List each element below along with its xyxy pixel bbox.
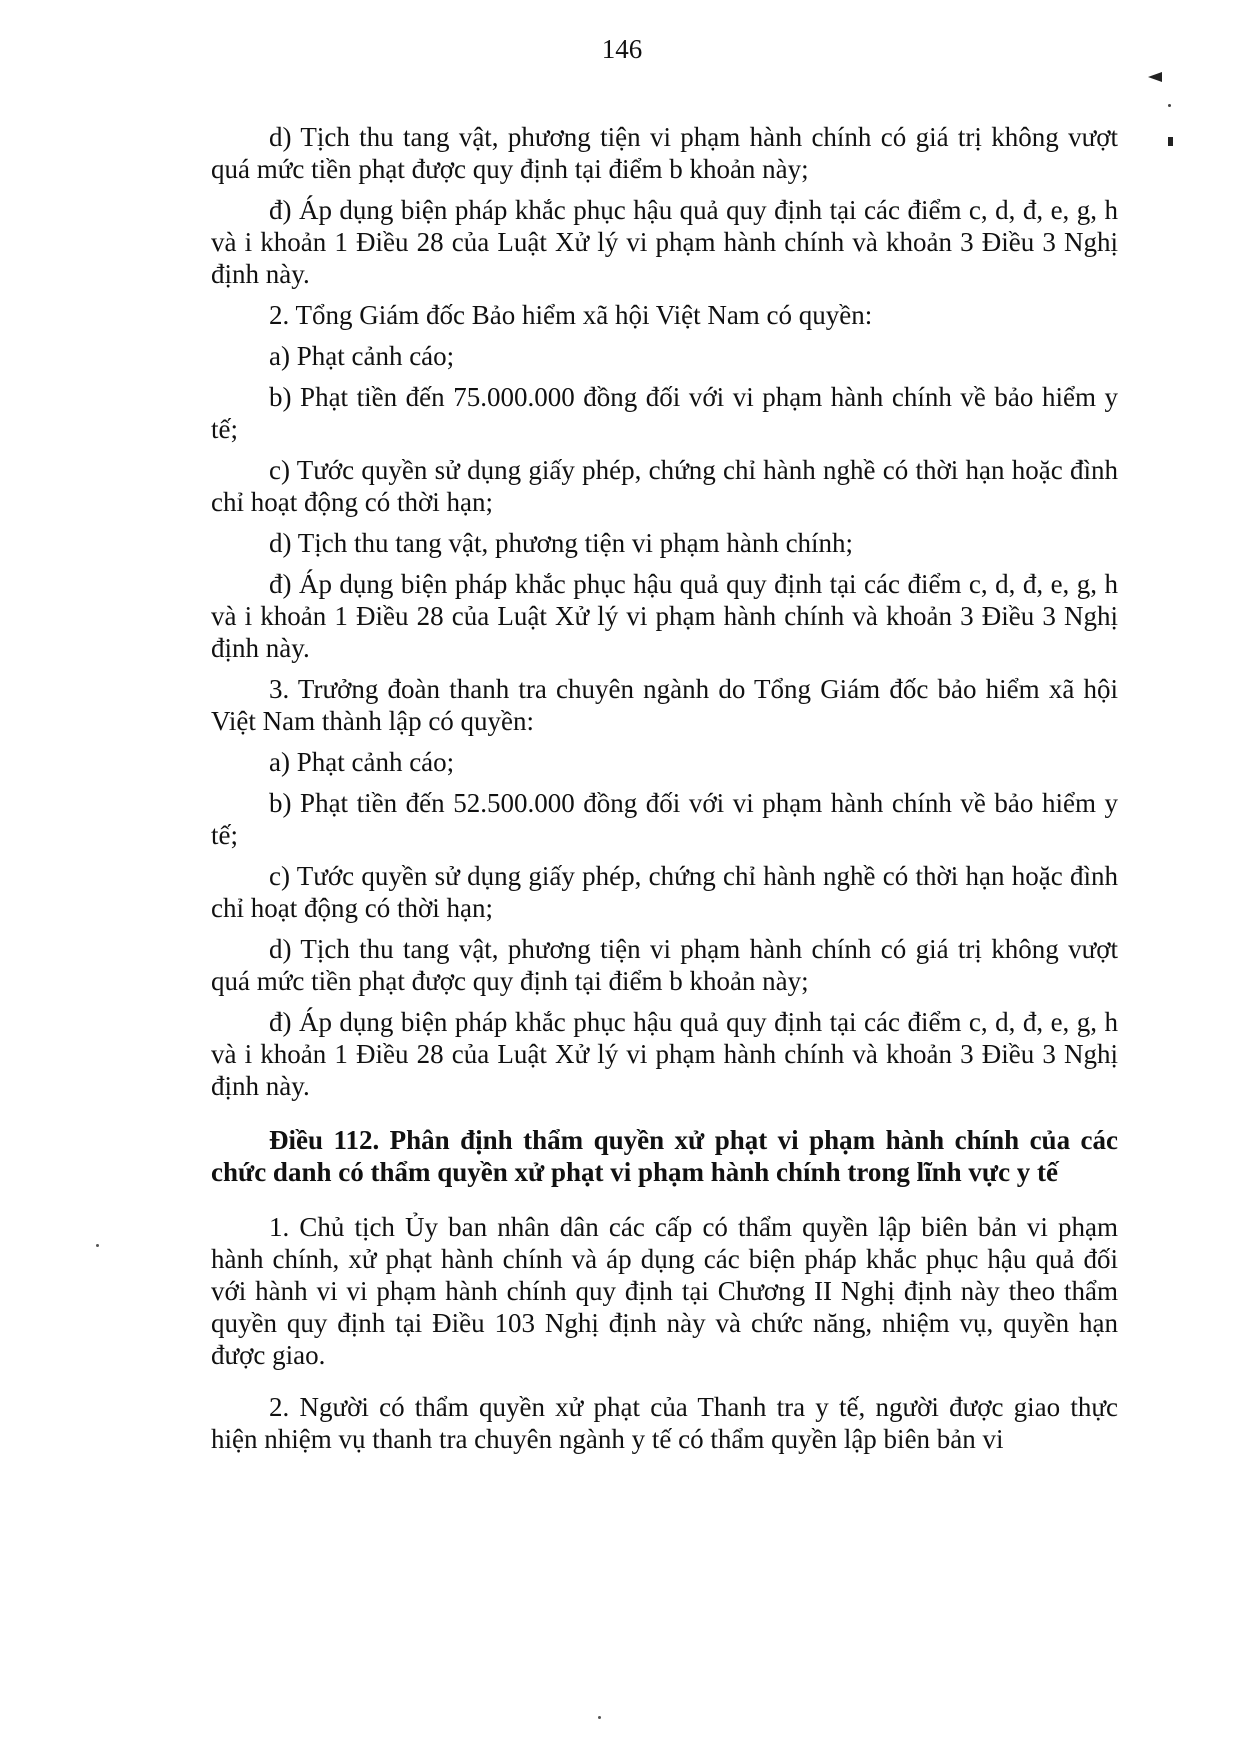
paragraph: 2. Tổng Giám đốc Bảo hiểm xã hội Việt Nam có quyền:: [269, 300, 873, 330]
scan-speck: [598, 1716, 601, 1719]
document-body: [211, 121, 1118, 1464]
paragraph: a) Phạt cảnh cáo;: [269, 341, 455, 371]
article-clause: 1. Chủ tịch Ủy ban nhân dân các cấp có thẩm quyền lập biên bản vi phạm hành chính, xử phạt hành chính và áp dụng các biện pháp khắc phục hậu quả đối với hành vi vi phạm hành chính quy định tại Chương II Nghị định này theo thẩm quyền quy định tại Điều 103 Nghị định này và chức năng, nhiệm vụ, quyền hạn được giao.: [211, 1212, 1118, 1370]
paragraph: b) Phạt tiền đến 52.500.000 đồng đối với vi phạm hành chính về bảo hiểm y tế;: [211, 788, 1118, 850]
margin-bar-mark: [1168, 137, 1173, 146]
article-heading: Điều 112. Phân định thẩm quyền xử phạt vi phạm hành chính của các chức danh có thẩm quyền xử phạt vi phạm hành chính trong lĩnh vực y tế: [211, 1125, 1118, 1187]
paragraph: b) Phạt tiền đến 75.000.000 đồng đối với vi phạm hành chính về bảo hiểm y tế;: [211, 382, 1118, 444]
scan-speck: [96, 1244, 99, 1247]
page-number: 146: [601, 34, 643, 64]
paragraph: d) Tịch thu tang vật, phương tiện vi phạm hành chính có giá trị không vượt quá mức tiền phạt được quy định tại điểm b khoản này;: [211, 122, 1118, 184]
paragraph: d) Tịch thu tang vật, phương tiện vi phạm hành chính có giá trị không vượt quá mức tiền phạt được quy định tại điểm b khoản này;: [211, 934, 1118, 996]
paragraph: đ) Áp dụng biện pháp khắc phục hậu quả quy định tại các điểm c, d, đ, e, g, h và i khoản 1 Điều 28 của Luật Xử lý vi phạm hành chính và khoản 3 Điều 3 Nghị định này.: [211, 195, 1118, 289]
paragraph: c) Tước quyền sử dụng giấy phép, chứng chỉ hành nghề có thời hạn hoặc đình chỉ hoạt động có thời hạn;: [211, 861, 1118, 923]
paragraph: đ) Áp dụng biện pháp khắc phục hậu quả quy định tại các điểm c, d, đ, e, g, h và i khoản 1 Điều 28 của Luật Xử lý vi phạm hành chính và khoản 3 Điều 3 Nghị định này.: [211, 1007, 1118, 1101]
margin-dot-mark: [1168, 104, 1171, 107]
paragraph: c) Tước quyền sử dụng giấy phép, chứng chỉ hành nghề có thời hạn hoặc đình chỉ hoạt động có thời hạn;: [211, 455, 1118, 517]
margin-arrow-mark: [1148, 72, 1162, 82]
paragraph: d) Tịch thu tang vật, phương tiện vi phạm hành chính;: [269, 528, 854, 558]
paragraph: đ) Áp dụng biện pháp khắc phục hậu quả quy định tại các điểm c, d, đ, e, g, h và i khoản 1 Điều 28 của Luật Xử lý vi phạm hành chính và khoản 3 Điều 3 Nghị định này.: [211, 569, 1118, 663]
article-clause: 2. Người có thẩm quyền xử phạt của Thanh tra y tế, người được giao thực hiện nhiệm vụ thanh tra chuyên ngành y tế có thẩm quyền lập biên bản vi: [211, 1392, 1118, 1454]
paragraph: a) Phạt cảnh cáo;: [269, 747, 455, 777]
paragraph: 3. Trưởng đoàn thanh tra chuyên ngành do Tổng Giám đốc bảo hiểm xã hội Việt Nam thành lập có quyền:: [211, 674, 1118, 736]
